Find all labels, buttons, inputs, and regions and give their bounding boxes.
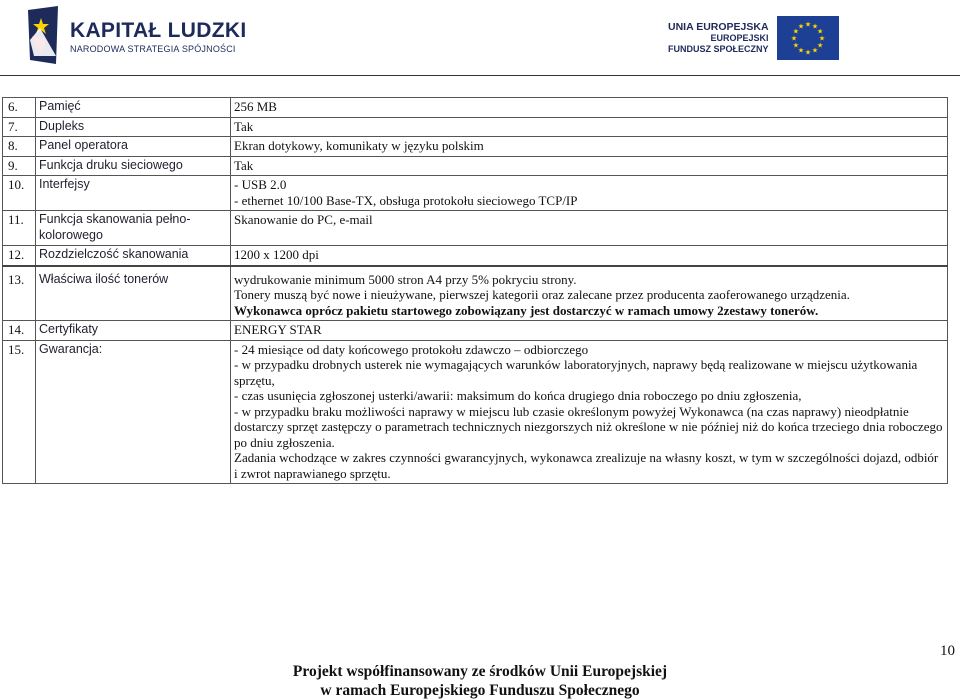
row-value bbox=[231, 211, 948, 246]
table-row bbox=[3, 321, 948, 341]
value-line: 256 MB bbox=[234, 99, 277, 114]
footer-line1: Projekt współfinansowany ze środków Unii Europejskiej bbox=[292, 663, 668, 680]
value-line: - ethernet 10/100 Base-TX, obsługa protokołu sieciowego TCP/IP bbox=[234, 192, 578, 208]
row-value bbox=[231, 321, 948, 341]
row-number: 9. bbox=[3, 156, 36, 176]
value-line: 1200 x 1200 dpi bbox=[234, 247, 319, 262]
table-row bbox=[3, 137, 948, 157]
row-value bbox=[231, 117, 948, 137]
eu-star-icon: ★ bbox=[811, 46, 818, 55]
value-line: Tonery muszą być nowe i nieużywane, pierwszej kategorii oraz zalecane przez producenta zaoferowanego urządzenia. bbox=[234, 287, 850, 302]
row-label: Panel operatora bbox=[36, 137, 231, 157]
footer bbox=[0, 662, 960, 700]
row-value bbox=[231, 246, 948, 266]
table-row bbox=[3, 211, 948, 246]
value-line: - 24 miesiące od daty końcowego protokołu zdawczo – odbiorczego bbox=[234, 341, 589, 357]
page-number: 10 bbox=[940, 643, 955, 659]
specification-table bbox=[2, 97, 948, 484]
row-number: 13. bbox=[3, 266, 36, 321]
row-label: Gwarancja: bbox=[36, 340, 231, 484]
row-label: Właściwa ilość tonerów bbox=[36, 266, 231, 321]
kapital-ludzki-emblem-icon bbox=[26, 6, 60, 64]
eu-logo-line2: EUROPEJSKI bbox=[710, 32, 769, 43]
eu-logo-line1: UNIA EUROPEJSKA bbox=[668, 20, 769, 33]
eu-flag-icon bbox=[777, 16, 839, 60]
table-row bbox=[3, 246, 948, 266]
table-row bbox=[3, 117, 948, 137]
row-number: 12. bbox=[3, 246, 36, 266]
eu-star-icon: ★ bbox=[797, 22, 804, 31]
eu-star-icon: ★ bbox=[816, 41, 823, 50]
row-number: 8. bbox=[3, 137, 36, 157]
row-number: 7. bbox=[3, 117, 36, 137]
value-line: Skanowanie do PC, e-mail bbox=[234, 212, 373, 227]
eu-logo-line3: FUNDUSZ SPOŁECZNY bbox=[668, 43, 769, 54]
row-number: 11. bbox=[3, 211, 36, 246]
eu-star-icon: ★ bbox=[811, 22, 818, 31]
table-row bbox=[3, 98, 948, 118]
value-line: ENERGY STAR bbox=[234, 322, 322, 337]
row-label: Dupleks bbox=[36, 117, 231, 137]
kapital-ludzki-title: KAPITAŁ LUDZKI bbox=[70, 19, 247, 42]
value-line-bold: Wykonawca oprócz pakietu startowego zobowiązany jest dostarczyć w ramach umowy 2zestawy tonerów. bbox=[234, 302, 819, 318]
value-line: Tak bbox=[234, 118, 254, 134]
table-row bbox=[3, 156, 948, 176]
row-label: Interfejsy bbox=[36, 176, 231, 211]
row-number: 6. bbox=[3, 98, 36, 118]
value-line: Ekran dotykowy, komunikaty w języku polskim bbox=[234, 138, 484, 153]
row-value bbox=[231, 137, 948, 157]
row-value bbox=[231, 98, 948, 118]
value-line: - czas usunięcia zgłoszonej usterki/awarii: maksimum do końca drugiego dnia roboczego po dniu zgłoszenia, bbox=[234, 388, 802, 403]
row-label: Funkcja druku sieciowego bbox=[36, 156, 231, 176]
value-line: - w przypadku drobnych usterek nie wymagających warunków laboratoryjnych, naprawy będą realizowane w miejscu użytkowania sprzętu, bbox=[234, 357, 918, 388]
row-label: Rozdzielczość skanowania bbox=[36, 246, 231, 266]
row-value bbox=[231, 340, 948, 484]
table-row bbox=[3, 176, 948, 211]
value-line: wydrukowanie minimum 5000 stron A4 przy 5% pokryciu strony. bbox=[234, 271, 577, 287]
eu-logo bbox=[668, 16, 839, 60]
kapital-ludzki-subtitle: NARODOWA STRATEGIA SPÓJNOŚCI bbox=[70, 44, 236, 54]
value-line: - USB 2.0 bbox=[234, 177, 287, 192]
footer-line2: w ramach Europejskiego Funduszu Społecznego bbox=[320, 682, 640, 699]
eu-star-icon: ★ bbox=[797, 46, 804, 55]
eu-star-icon: ★ bbox=[818, 34, 825, 43]
value-line: Tak bbox=[234, 157, 254, 173]
eu-star-icon: ★ bbox=[792, 41, 799, 50]
table-row bbox=[3, 340, 948, 484]
eu-star-icon: ★ bbox=[790, 34, 797, 43]
row-label: Certyfikaty bbox=[36, 321, 231, 341]
eu-star-icon: ★ bbox=[816, 27, 823, 36]
row-number: 14. bbox=[3, 321, 36, 341]
value-line: Zadania wchodzące w zakres czynności gwarancyjnych, wykonawca zrealizuje na własny koszt, w tym w szczególności dojazd, odbiór i zwrot naprawianego sprzętu. bbox=[234, 450, 939, 481]
row-value bbox=[231, 156, 948, 176]
row-label: Funkcja skanowania pełno-kolorowego bbox=[36, 211, 231, 246]
eu-star-icon: ★ bbox=[804, 20, 811, 29]
eu-star-icon: ★ bbox=[792, 27, 799, 36]
eu-star-icon: ★ bbox=[804, 48, 811, 57]
table-row bbox=[3, 266, 948, 321]
row-value bbox=[231, 176, 948, 211]
row-label: Pamięć bbox=[36, 98, 231, 118]
row-number: 10. bbox=[3, 176, 36, 211]
kapital-ludzki-logo bbox=[26, 6, 246, 68]
row-number: 15. bbox=[3, 340, 36, 484]
row-value bbox=[231, 266, 948, 321]
header-divider bbox=[0, 75, 960, 76]
value-line: - w przypadku braku możliwości naprawy w miejscu lub czasie określonym powyżej Wykonawca (na czas naprawy) nieodpłatnie dostarczy sprzęt zastępczy o parametrach technicznych niezgorszych niż określone w nie później niż do końca trzeciego dnia roboczego po dniu zgłoszenia. bbox=[234, 403, 943, 450]
